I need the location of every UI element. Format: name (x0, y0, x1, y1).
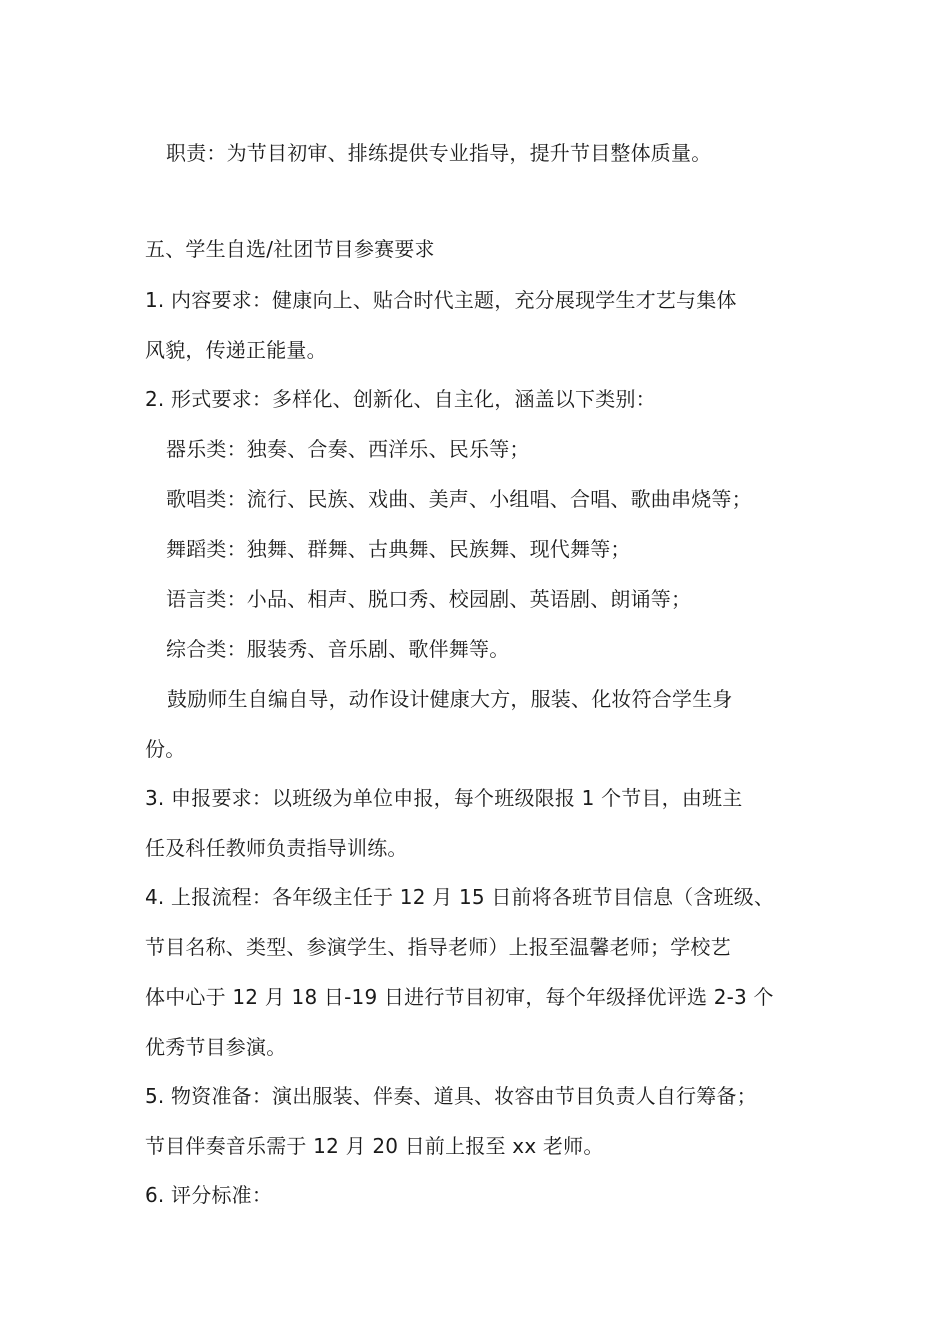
item-5-line-2: 节目伴奏音乐需于 12 月 20 日前上报至 xx 老师。 (145, 1134, 604, 1158)
category-dance: 舞蹈类：独舞、群舞、古典舞、民族舞、现代舞等； (166, 537, 631, 561)
item-5-line-1: 5. 物资准备：演出服装、伴奏、道具、妆容由节目负责人自行筹备； (145, 1084, 757, 1108)
item-1-line-1: 1. 内容要求：健康向上、贴合时代主题，充分展现学生才艺与集体 (145, 288, 737, 312)
category-language: 语言类：小品、相声、脱口秀、校园剧、英语剧、朗诵等； (166, 587, 692, 611)
item-4-line-1: 4. 上报流程：各年级主任于 12 月 15 日前将各班节目信息（含班级、 (145, 885, 775, 909)
duty-text: 职责：为节目初审、排练提供专业指导，提升节目整体质量。 (166, 141, 712, 165)
item-4-line-4: 优秀节目参演。 (145, 1035, 287, 1059)
item-4-line-2: 节目名称、类型、参演学生、指导老师）上报至温馨老师；学校艺 (145, 935, 731, 959)
item-2: 2. 形式要求：多样化、创新化、自主化，涵盖以下类别： (145, 387, 656, 411)
encourage-line-1: 鼓励师生自编自导，动作设计健康大方，服装、化妆符合学生身 (167, 687, 733, 711)
category-comprehensive: 综合类：服装秀、音乐剧、歌伴舞等。 (166, 637, 510, 661)
category-instrumental: 器乐类：独奏、合奏、西洋乐、民乐等； (166, 437, 530, 461)
item-6: 6. 评分标准： (145, 1183, 273, 1207)
item-3-line-2: 任及科任教师负责指导训练。 (145, 836, 408, 860)
encourage-line-2: 份。 (145, 737, 186, 761)
section-title: 五、学生自选/社团节目参赛要求 (145, 237, 435, 261)
item-1-line-2: 风貌，传递正能量。 (145, 338, 327, 362)
category-singing: 歌唱类：流行、民族、戏曲、美声、小组唱、合唱、歌曲串烧等； (166, 487, 752, 511)
item-3-line-1: 3. 申报要求：以班级为单位申报，每个班级限报 1 个节目，由班主 (145, 786, 743, 810)
item-4-line-3: 体中心于 12 月 18 日-19 日进行节目初审，每个年级择优评选 2-3 个 (145, 985, 774, 1009)
